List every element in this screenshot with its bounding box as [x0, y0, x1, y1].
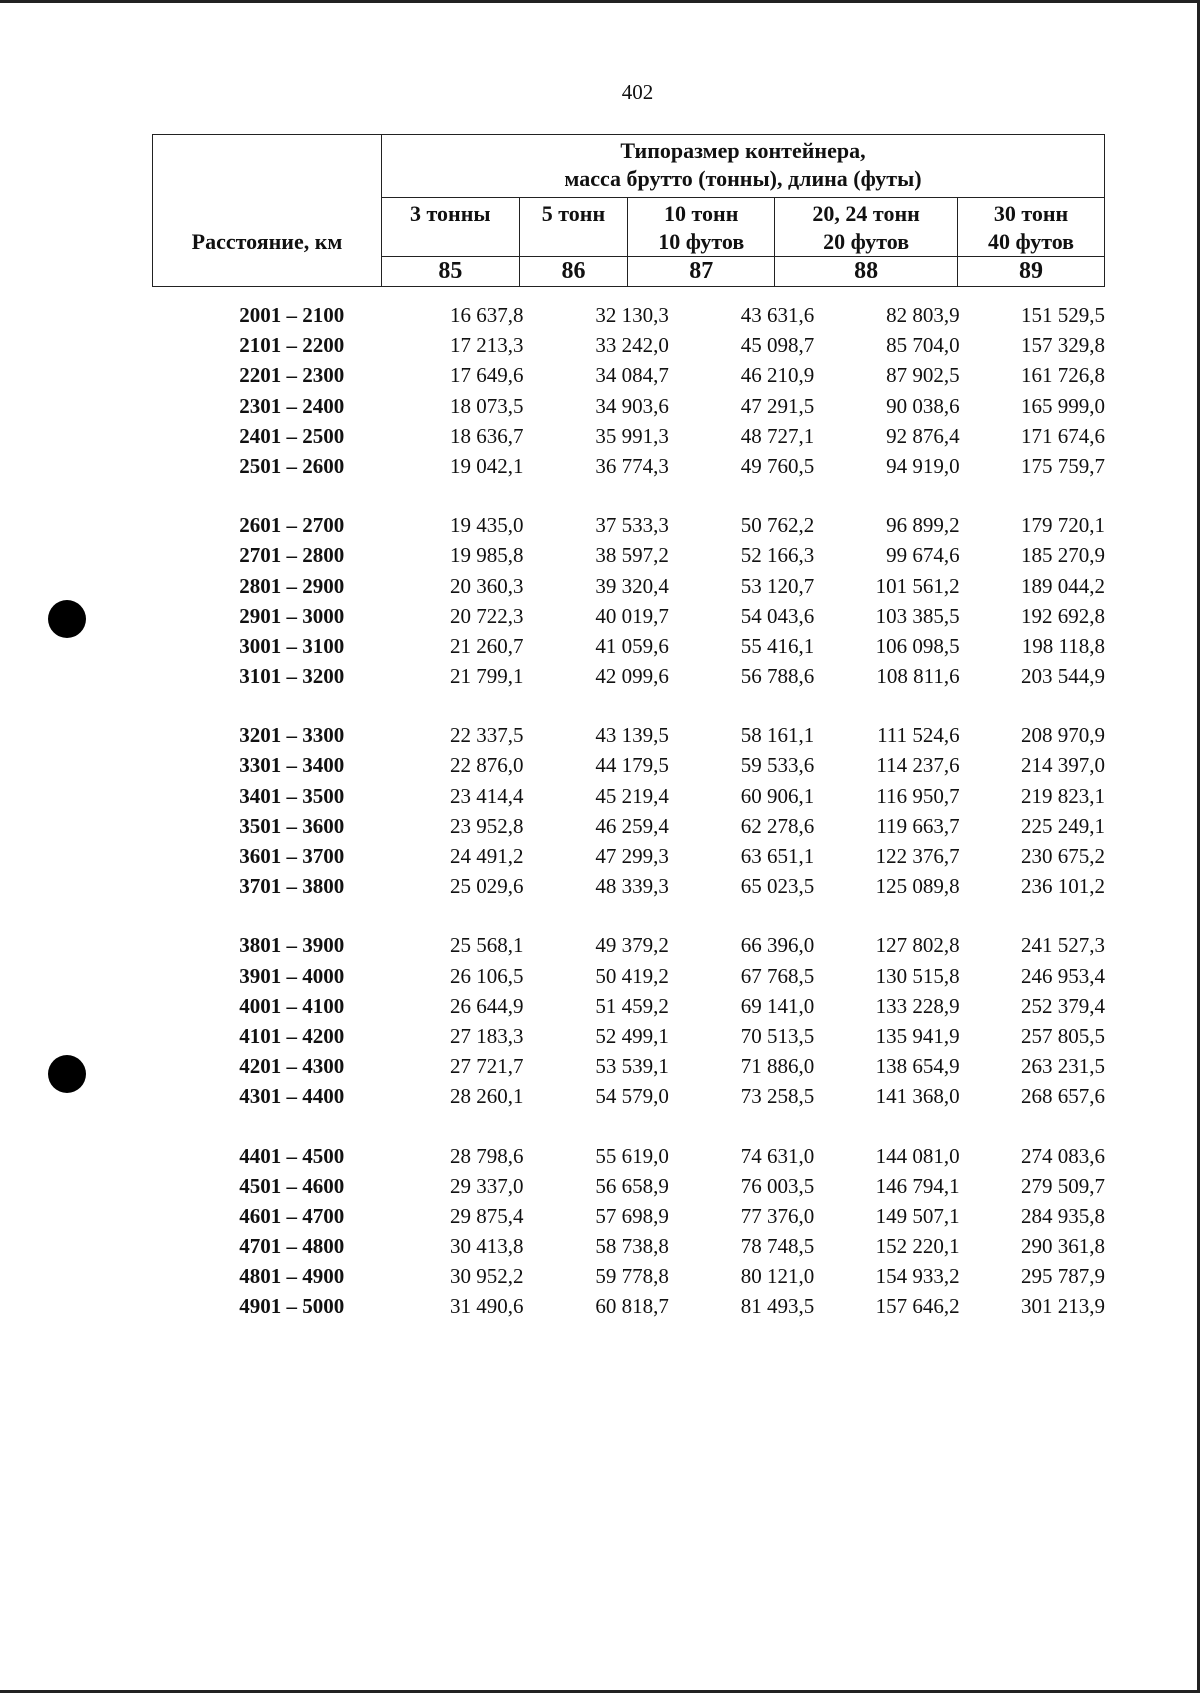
value-cell: 26 106,5	[449, 963, 524, 988]
value-cell: 38 597,2	[595, 543, 669, 568]
column-number: 88	[775, 257, 958, 287]
value-cell: 108 811,6	[876, 664, 960, 689]
value-cell: 17 213,3	[449, 333, 524, 358]
value-cell: 29 875,4	[449, 1203, 524, 1228]
row-group	[152, 510, 1105, 691]
value-cell: 119 663,7	[876, 813, 960, 838]
value-cell: 30 952,2	[449, 1264, 524, 1289]
value-cell: 25 029,6	[449, 874, 524, 899]
row-group	[152, 300, 1105, 481]
value-cell: 43 631,6	[740, 303, 815, 327]
table-row	[152, 1081, 1105, 1111]
value-cell: 74 631,0	[740, 1143, 815, 1168]
column-header-line1: 30 тонн	[993, 201, 1069, 226]
value-cell: 18 073,5	[449, 393, 524, 418]
value-cell: 198 118,8	[1021, 633, 1105, 658]
distance-cell: 4601 – 4700	[239, 1203, 345, 1228]
column-number: 87	[628, 257, 775, 287]
value-cell: 34 084,7	[595, 363, 669, 388]
value-cell: 175 759,7	[1021, 453, 1105, 478]
value-cell: 19 435,0	[449, 513, 524, 538]
distance-cell: 2101 – 2200	[239, 333, 345, 358]
value-cell: 58 738,8	[595, 1234, 669, 1259]
value-cell: 80 121,0	[740, 1264, 815, 1289]
value-cell: 214 397,0	[1021, 753, 1105, 778]
value-cell: 31 490,6	[449, 1294, 524, 1319]
value-cell: 230 675,2	[1021, 844, 1105, 868]
value-cell: 53 539,1	[595, 1054, 669, 1079]
table-row	[152, 930, 1105, 960]
value-cell: 47 291,5	[740, 393, 815, 418]
value-cell: 106 098,5	[875, 633, 960, 658]
value-cell: 23 414,4	[449, 783, 524, 808]
table-row	[152, 991, 1105, 1021]
container-type-header-line2: масса брутто (тонны), длина (футы)	[564, 166, 922, 191]
column-header	[775, 198, 958, 257]
value-cell: 20 360,3	[449, 573, 524, 598]
value-cell: 69 141,0	[740, 993, 815, 1018]
distance-cell: 4301 – 4400	[239, 1084, 345, 1109]
value-cell: 70 513,5	[740, 1023, 815, 1048]
table-header	[152, 134, 1105, 287]
distance-cell: 2301 – 2400	[239, 393, 345, 418]
table-row	[152, 871, 1105, 901]
value-cell: 27 183,3	[449, 1023, 524, 1048]
value-cell: 208 970,9	[1021, 723, 1105, 748]
row-group	[152, 720, 1105, 901]
distance-cell: 3001 – 3100	[239, 633, 345, 658]
value-cell: 55 416,1	[740, 633, 815, 658]
column-header-line2: 20 футов	[823, 229, 910, 254]
value-cell: 24 491,2	[449, 844, 524, 868]
value-cell: 138 654,9	[875, 1054, 960, 1079]
table-row	[152, 1141, 1105, 1171]
column-header-line1: 20, 24 тонн	[812, 201, 920, 226]
distance-column-header: Расстояние, км	[153, 135, 382, 287]
value-cell: 236 101,2	[1021, 874, 1105, 899]
distance-cell: 2401 – 2500	[239, 423, 345, 448]
column-header-line1: 5 тонн	[541, 201, 606, 226]
value-cell: 203 544,9	[1021, 664, 1105, 689]
distance-cell: 3601 – 3700	[239, 844, 345, 868]
table-row	[152, 1021, 1105, 1051]
value-cell: 76 003,5	[740, 1173, 815, 1198]
value-cell: 149 507,1	[875, 1203, 960, 1228]
value-cell: 46 259,4	[595, 813, 669, 838]
value-cell: 73 258,5	[740, 1084, 815, 1109]
table-row	[152, 841, 1105, 871]
table-row	[152, 540, 1105, 570]
table-row	[152, 1171, 1105, 1201]
value-cell: 41 059,6	[595, 633, 669, 658]
value-cell: 23 952,8	[449, 813, 524, 838]
punch-hole-mark	[48, 600, 86, 638]
distance-cell: 4501 – 4600	[239, 1173, 345, 1198]
value-cell: 268 657,6	[1021, 1084, 1105, 1109]
value-cell: 22 337,5	[449, 723, 524, 748]
value-cell: 33 242,0	[595, 333, 669, 358]
distance-cell: 2701 – 2800	[239, 543, 345, 568]
value-cell: 52 166,3	[740, 543, 815, 568]
value-cell: 49 379,2	[595, 933, 669, 958]
table-row	[152, 961, 1105, 991]
value-cell: 101 561,2	[875, 573, 960, 598]
value-cell: 116 950,7	[876, 783, 960, 808]
value-cell: 295 787,9	[1021, 1264, 1105, 1289]
value-cell: 87 902,5	[886, 363, 960, 388]
table-row	[152, 421, 1105, 451]
column-header	[382, 198, 520, 257]
table-row	[152, 811, 1105, 841]
column-header-line2: 10 футов	[658, 229, 745, 254]
value-cell: 32 130,3	[595, 303, 669, 327]
column-number: 89	[958, 257, 1105, 287]
distance-cell: 3901 – 4000	[239, 963, 345, 988]
value-cell: 63 651,1	[740, 844, 815, 868]
value-cell: 39 320,4	[595, 573, 669, 598]
value-cell: 21 799,1	[449, 664, 524, 689]
value-cell: 189 044,2	[1021, 573, 1105, 598]
value-cell: 52 499,1	[595, 1023, 669, 1048]
value-cell: 20 722,3	[449, 603, 524, 628]
table-row	[152, 571, 1105, 601]
value-cell: 130 515,8	[875, 963, 960, 988]
value-cell: 274 083,6	[1021, 1143, 1105, 1168]
value-cell: 146 794,1	[875, 1173, 960, 1198]
distance-cell: 3401 – 3500	[239, 783, 345, 808]
distance-cell: 2001 – 2100	[239, 303, 345, 327]
distance-cell: 3301 – 3400	[239, 753, 345, 778]
value-cell: 19 985,8	[449, 543, 524, 568]
value-cell: 21 260,7	[449, 633, 524, 658]
table-row	[152, 300, 1105, 330]
value-cell: 45 219,4	[595, 783, 669, 808]
value-cell: 225 249,1	[1021, 813, 1105, 838]
container-type-header	[382, 135, 1105, 198]
tariff-table-body	[152, 300, 1105, 1351]
container-type-header-line1: Типоразмер контейнера,	[620, 138, 866, 163]
value-cell: 185 270,9	[1021, 543, 1105, 568]
value-cell: 36 774,3	[595, 453, 669, 478]
column-header-line2: 40 футов	[988, 229, 1075, 254]
value-cell: 122 376,7	[875, 844, 960, 868]
value-cell: 67 768,5	[740, 963, 815, 988]
value-cell: 50 419,2	[595, 963, 669, 988]
value-cell: 59 778,8	[595, 1264, 669, 1289]
value-cell: 279 509,7	[1021, 1173, 1105, 1198]
table-row	[152, 1231, 1105, 1261]
value-cell: 179 720,1	[1021, 513, 1105, 538]
table-row	[152, 451, 1105, 481]
value-cell: 241 527,3	[1021, 933, 1105, 958]
value-cell: 141 368,0	[875, 1084, 960, 1109]
value-cell: 263 231,5	[1021, 1054, 1105, 1079]
distance-cell: 2901 – 3000	[239, 603, 345, 628]
value-cell: 85 704,0	[886, 333, 960, 358]
value-cell: 65 023,5	[740, 874, 815, 899]
value-cell: 144 081,0	[875, 1143, 960, 1168]
value-cell: 135 941,9	[875, 1023, 960, 1048]
distance-cell: 3201 – 3300	[239, 723, 345, 748]
value-cell: 133 228,9	[875, 993, 960, 1018]
value-cell: 42 099,6	[595, 664, 669, 689]
distance-cell: 4201 – 4300	[239, 1054, 345, 1079]
value-cell: 96 899,2	[886, 513, 960, 538]
table-row	[152, 1201, 1105, 1231]
table-row	[152, 720, 1105, 750]
distance-cell: 2501 – 2600	[239, 453, 345, 478]
value-cell: 103 385,5	[875, 603, 960, 628]
value-cell: 44 179,5	[595, 753, 669, 778]
value-cell: 19 042,1	[449, 453, 524, 478]
value-cell: 29 337,0	[449, 1173, 524, 1198]
distance-cell: 2601 – 2700	[239, 513, 345, 538]
value-cell: 57 698,9	[595, 1203, 669, 1228]
value-cell: 51 459,2	[595, 993, 669, 1018]
distance-cell: 4401 – 4500	[239, 1143, 345, 1168]
value-cell: 50 762,2	[740, 513, 815, 538]
value-cell: 157 646,2	[875, 1294, 960, 1319]
distance-cell: 3801 – 3900	[239, 933, 345, 958]
value-cell: 290 361,8	[1021, 1234, 1105, 1259]
value-cell: 81 493,5	[740, 1294, 815, 1319]
value-cell: 56 788,6	[740, 664, 815, 689]
value-cell: 165 999,0	[1021, 393, 1105, 418]
value-cell: 219 823,1	[1021, 783, 1105, 808]
value-cell: 171 674,6	[1021, 423, 1105, 448]
value-cell: 284 935,8	[1021, 1203, 1105, 1228]
value-cell: 125 089,8	[875, 874, 960, 899]
value-cell: 25 568,1	[449, 933, 524, 958]
column-header	[958, 198, 1105, 257]
value-cell: 154 933,2	[875, 1264, 960, 1289]
value-cell: 49 760,5	[740, 453, 815, 478]
value-cell: 157 329,8	[1021, 333, 1105, 358]
value-cell: 60 818,7	[595, 1294, 669, 1319]
table-row	[152, 631, 1105, 661]
value-cell: 58 161,1	[740, 723, 815, 748]
value-cell: 18 636,7	[449, 423, 524, 448]
value-cell: 127 802,8	[875, 933, 960, 958]
value-cell: 55 619,0	[595, 1143, 669, 1168]
table-row	[152, 1051, 1105, 1081]
value-cell: 53 120,7	[740, 573, 815, 598]
distance-cell: 4901 – 5000	[239, 1294, 345, 1319]
value-cell: 114 237,6	[876, 753, 960, 778]
distance-cell: 3501 – 3600	[239, 813, 345, 838]
punch-hole-mark	[48, 1055, 86, 1093]
distance-cell: 2801 – 2900	[239, 573, 345, 598]
value-cell: 17 649,6	[449, 363, 524, 388]
page-number: 402	[621, 80, 654, 104]
value-cell: 252 379,4	[1021, 993, 1105, 1018]
table-row	[152, 1291, 1105, 1321]
column-header-line1: 10 тонн	[664, 201, 739, 226]
value-cell: 161 726,8	[1021, 363, 1105, 388]
value-cell: 48 339,3	[595, 874, 669, 899]
row-group	[152, 930, 1105, 1111]
value-cell: 46 210,9	[740, 363, 815, 388]
value-cell: 78 748,5	[740, 1234, 815, 1259]
table-row	[152, 661, 1105, 691]
value-cell: 60 906,1	[740, 783, 815, 808]
value-cell: 54 579,0	[595, 1084, 669, 1109]
value-cell: 22 876,0	[449, 753, 524, 778]
value-cell: 192 692,8	[1021, 603, 1105, 628]
table-row	[152, 360, 1105, 390]
value-cell: 152 220,1	[875, 1234, 960, 1259]
value-cell: 35 991,3	[595, 423, 669, 448]
column-number: 85	[382, 257, 520, 287]
distance-cell: 2201 – 2300	[239, 363, 345, 388]
value-cell: 26 644,9	[449, 993, 524, 1018]
value-cell: 45 098,7	[740, 333, 815, 358]
row-group	[152, 1141, 1105, 1322]
value-cell: 48 727,1	[740, 423, 815, 448]
column-header-line1: 3 тонны	[410, 201, 491, 226]
value-cell: 77 376,0	[740, 1203, 815, 1228]
distance-cell: 3101 – 3200	[239, 664, 345, 689]
value-cell: 16 637,8	[449, 303, 524, 327]
table-row	[152, 781, 1105, 811]
column-header	[519, 198, 628, 257]
column-header	[628, 198, 775, 257]
value-cell: 47 299,3	[595, 844, 669, 868]
table-row	[152, 601, 1105, 631]
value-cell: 40 019,7	[595, 603, 669, 628]
value-cell: 82 803,9	[886, 303, 960, 327]
value-cell: 257 805,5	[1021, 1023, 1105, 1048]
table-row	[152, 391, 1105, 421]
value-cell: 43 139,5	[595, 723, 669, 748]
value-cell: 151 529,5	[1021, 303, 1105, 327]
distance-cell: 4801 – 4900	[239, 1264, 345, 1289]
table-row	[152, 750, 1105, 780]
value-cell: 92 876,4	[886, 423, 960, 448]
value-cell: 37 533,3	[595, 513, 669, 538]
value-cell: 59 533,6	[740, 753, 815, 778]
table-row	[152, 510, 1105, 540]
distance-cell: 4101 – 4200	[239, 1023, 345, 1048]
value-cell: 301 213,9	[1021, 1294, 1105, 1319]
value-cell: 28 798,6	[449, 1143, 524, 1168]
value-cell: 111 524,6	[877, 723, 960, 748]
value-cell: 71 886,0	[740, 1054, 815, 1079]
value-cell: 94 919,0	[886, 453, 960, 478]
value-cell: 56 658,9	[595, 1173, 669, 1198]
distance-cell: 4001 – 4100	[239, 993, 345, 1018]
distance-cell: 3701 – 3800	[239, 874, 345, 899]
value-cell: 27 721,7	[449, 1054, 524, 1079]
table-row	[152, 1261, 1105, 1291]
value-cell: 246 953,4	[1021, 963, 1105, 988]
value-cell: 30 413,8	[449, 1234, 524, 1259]
value-cell: 90 038,6	[886, 393, 960, 418]
value-cell: 54 043,6	[740, 603, 815, 628]
value-cell: 99 674,6	[886, 543, 960, 568]
table-row	[152, 330, 1105, 360]
column-number: 86	[519, 257, 628, 287]
value-cell: 66 396,0	[740, 933, 815, 958]
value-cell: 28 260,1	[449, 1084, 524, 1109]
distance-cell: 4701 – 4800	[239, 1234, 345, 1259]
value-cell: 34 903,6	[595, 393, 669, 418]
value-cell: 62 278,6	[740, 813, 815, 838]
